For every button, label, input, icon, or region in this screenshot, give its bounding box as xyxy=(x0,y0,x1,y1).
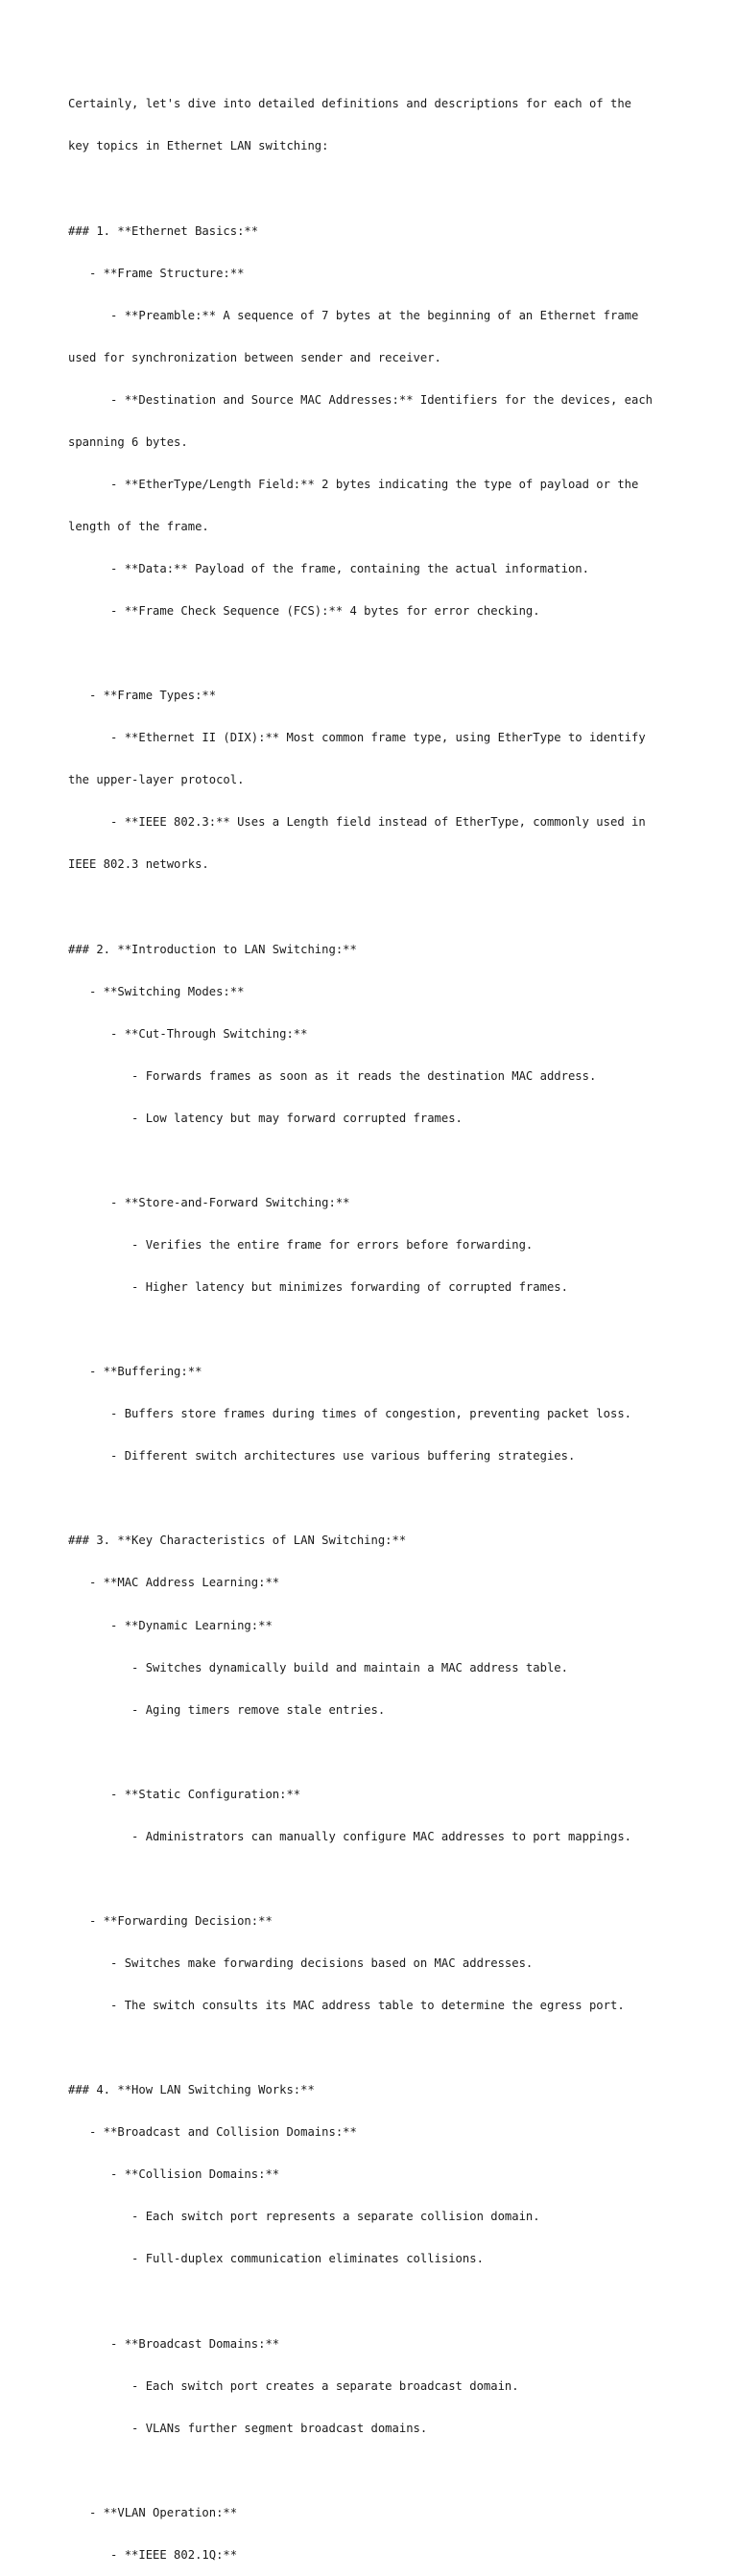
text-line xyxy=(68,2464,682,2478)
section-heading: ### 1. **Ethernet Basics:** xyxy=(68,223,259,238)
text-line: - Each switch port represents a separate collision domain. xyxy=(68,2210,540,2224)
text-line: - Full-duplex communication eliminates collisions. xyxy=(68,2252,484,2266)
text-line: key topics in Ethernet LAN switching: xyxy=(68,139,329,153)
text-line: - Switches dynamically build and maintain a MAC address table. xyxy=(68,1660,568,1674)
text-line: - **IEEE 802.1Q:** xyxy=(68,2547,238,2562)
section-heading: ### 3. **Key Characteristics of LAN Switching:** xyxy=(68,1534,407,1548)
document-page xyxy=(68,69,682,2576)
text-line: - **Switching Modes:** xyxy=(68,984,245,998)
text-line: - **Data:** Payload of the frame, containing the actual information. xyxy=(68,562,589,576)
text-line: - **Static Configuration:** xyxy=(68,1787,301,1801)
text-line: - **IEEE 802.3:** Uses a Length field instead of EtherType, commonly used in xyxy=(68,815,646,830)
text-line: spanning 6 bytes. xyxy=(68,434,188,449)
text-line: - **Preamble:** A sequence of 7 bytes at the beginning of an Ethernet frame xyxy=(68,308,639,322)
text-line xyxy=(68,2294,682,2308)
text-line xyxy=(68,1745,682,1760)
text-line: - **Broadcast Domains:** xyxy=(68,2336,280,2351)
text-line: - The switch consults its MAC address table to determine the egress port. xyxy=(68,1999,625,2013)
text-line xyxy=(68,1491,682,1506)
text-line: - **Ethernet II (DIX):** Most common frame type, using EtherType to identify xyxy=(68,731,646,745)
text-line: - Aging timers remove stale entries. xyxy=(68,1702,386,1717)
text-line: - Higher latency but minimizes forwarding of corrupted frames. xyxy=(68,1280,568,1295)
text-line: - Buffers store frames during times of congestion, preventing packet loss. xyxy=(68,1407,631,1421)
text-line: - **Frame Types:** xyxy=(68,689,217,703)
text-line: - **MAC Address Learning:** xyxy=(68,1576,280,1590)
section-heading: ### 4. **How LAN Switching Works:** xyxy=(68,2083,315,2097)
text-line: used for synchronization between sender and receiver. xyxy=(68,350,441,364)
text-line: - **EtherType/Length Field:** 2 bytes indicating the type of payload or the xyxy=(68,477,639,491)
text-line: - **VLAN Operation:** xyxy=(68,2505,238,2519)
text-line: - **Store-and-Forward Switching:** xyxy=(68,1195,350,1209)
text-line xyxy=(68,901,682,915)
text-line: - **Frame Structure:** xyxy=(68,266,245,280)
text-line: - Forwards frames as soon as it reads the destination MAC address. xyxy=(68,1068,597,1083)
text-line: the upper-layer protocol. xyxy=(68,773,245,787)
text-line xyxy=(68,1323,682,1337)
text-line xyxy=(68,182,682,197)
text-line xyxy=(68,1154,682,1168)
text-line: - **Forwarding Decision:** xyxy=(68,1913,273,1928)
text-line: - **Dynamic Learning:** xyxy=(68,1618,273,1632)
text-line: - **Frame Check Sequence (FCS):** 4 bytes for error checking. xyxy=(68,604,540,619)
text-line: IEEE 802.3 networks. xyxy=(68,857,209,872)
text-line: - Different switch architectures use various buffering strategies. xyxy=(68,1449,576,1464)
text-line: - VLANs further segment broadcast domains. xyxy=(68,2421,428,2435)
text-line: - Each switch port creates a separate broadcast domain. xyxy=(68,2378,519,2393)
text-line xyxy=(68,2041,682,2055)
text-line: - Switches make forwarding decisions based on MAC addresses. xyxy=(68,1956,534,1970)
text-line: - Verifies the entire frame for errors before forwarding. xyxy=(68,1238,534,1252)
text-line: - Administrators can manually configure MAC addresses to port mappings. xyxy=(68,1829,631,1843)
text-line: - **Destination and Source MAC Addresses:** Identifiers for the devices, each xyxy=(68,392,654,407)
text-line: - **Cut-Through Switching:** xyxy=(68,1026,308,1041)
text-line: - Low latency but may forward corrupted frames. xyxy=(68,1111,463,1125)
text-line: length of the frame. xyxy=(68,519,209,533)
text-line: - **Buffering:** xyxy=(68,1365,202,1379)
text-line: Certainly, let's dive into detailed definitions and descriptions for each of the xyxy=(68,97,631,111)
text-line: - **Broadcast and Collision Domains:** xyxy=(68,2125,357,2140)
text-line xyxy=(68,1872,682,1886)
text-line xyxy=(68,646,682,661)
section-heading: ### 2. **Introduction to LAN Switching:** xyxy=(68,942,357,956)
text-line: - **Collision Domains:** xyxy=(68,2167,280,2182)
